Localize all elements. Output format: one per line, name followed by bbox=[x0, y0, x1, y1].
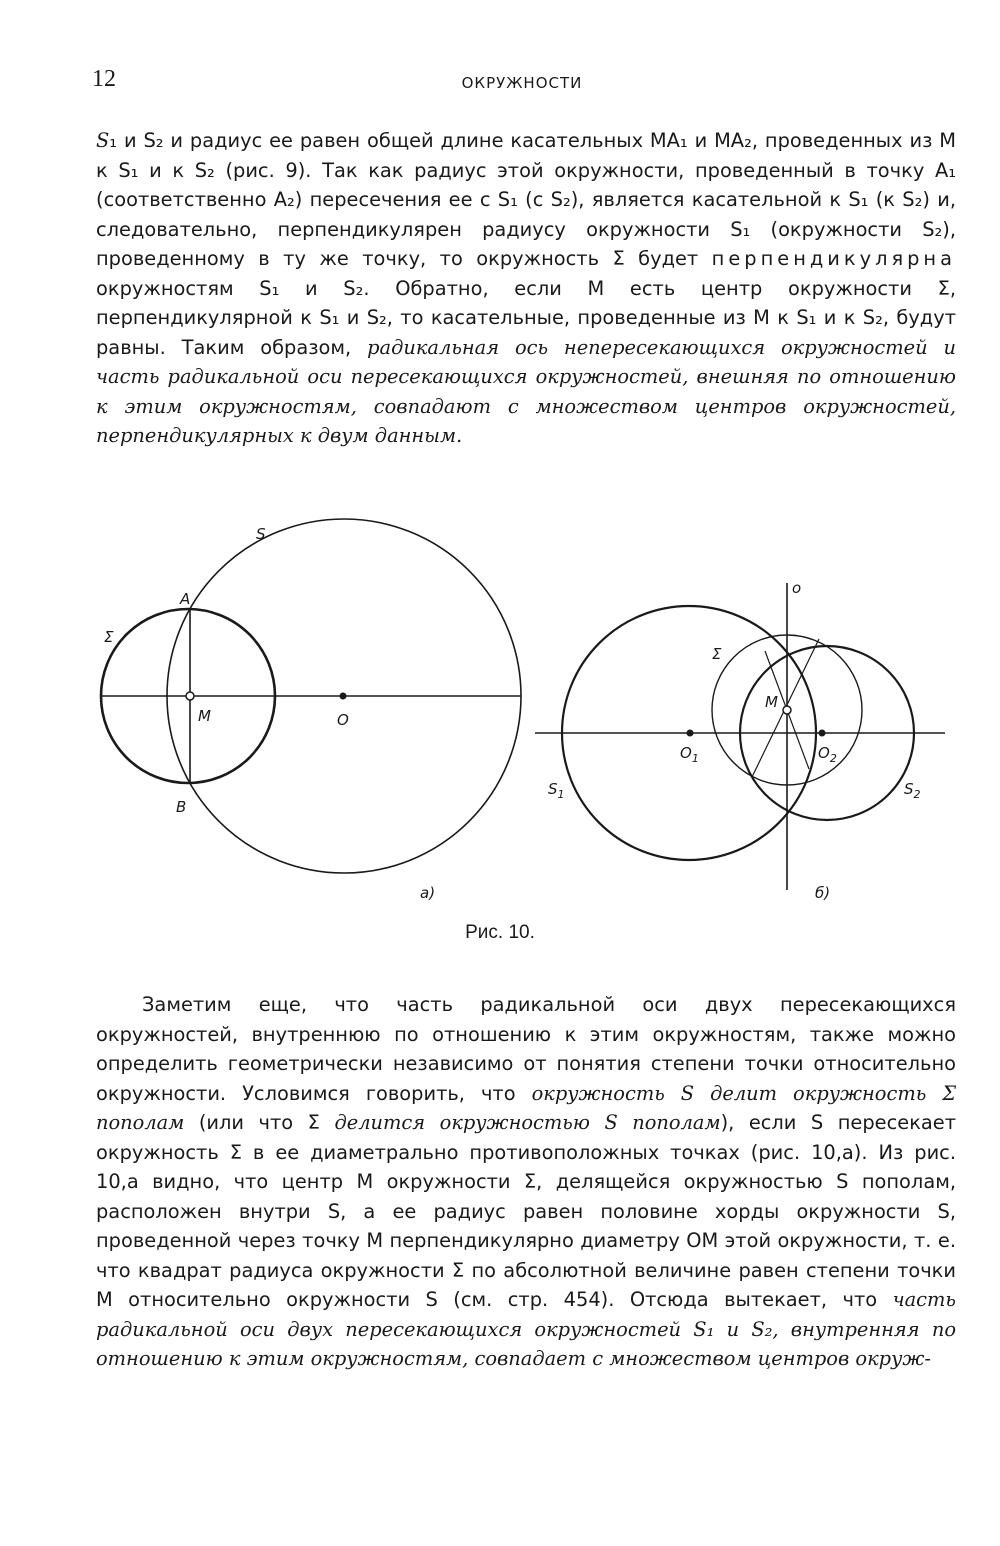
label-b-sub: б) bbox=[815, 884, 831, 902]
label-sigma-b: Σ bbox=[712, 645, 722, 663]
figure-10 bbox=[0, 505, 1000, 925]
paragraph-1 bbox=[96, 126, 956, 451]
paragraph-2-text-a: Заметим еще, что часть радикальной оси двух пересекающихся окружностей, внутреннюю по отношению к этим окружностям, также можно определить геометрически независимо от понятия степени точки относительно окружности. Условимся говорить, что bbox=[96, 993, 956, 1105]
paragraph-2-text-b: (или что Σ bbox=[184, 1111, 335, 1134]
paragraph-1-spaced: перпендикулярна bbox=[711, 247, 956, 270]
paragraph-1-lead: S bbox=[96, 129, 110, 152]
label-a-sub: a) bbox=[420, 884, 436, 902]
paragraph-1-text-b: окружностям S₁ и S₂. Обратно, если M есть центр окружности Σ, перпендикулярной к S₁ и S₂, то касательные, проведенные из M к S₁ и к S₂, будут равны. Таким образом, bbox=[96, 276, 956, 359]
running-title: ОКРУЖНОСТИ bbox=[461, 74, 583, 92]
point-o2 bbox=[819, 730, 826, 737]
paragraph-1-italic: радикальная ось непересекающихся окружностей и часть радикальной оси пересекающихся окружностей, внешняя по отношению к этим окружностям, совпадают с множеством центров окружностей, перпендикулярных к двум данным. bbox=[96, 335, 956, 447]
point-o1 bbox=[687, 730, 694, 737]
label-s: S bbox=[256, 525, 266, 543]
paragraph-2-italic-b: делится окружностью S пополам bbox=[334, 1111, 721, 1134]
paragraph-2 bbox=[96, 990, 956, 1374]
paragraph-2-italic-a: окружность S делит окружность Σ пополам bbox=[96, 1081, 956, 1134]
figure-10-drawing bbox=[0, 505, 1000, 925]
page-number: 12 bbox=[92, 66, 116, 92]
paragraph-2-italic-c: часть радикальной оси двух пересекающихся окружностей S₁ и S₂, внутренняя по отношению к этим окружностям, совпадает с множеством центров окруж- bbox=[96, 1288, 956, 1370]
label-s2: $S_2$ bbox=[904, 780, 921, 801]
label-sigma-a: Σ bbox=[104, 628, 114, 646]
label-o1: $O_1$ bbox=[680, 744, 699, 765]
point-m-a bbox=[186, 692, 194, 700]
figure-caption: Рис. 10. bbox=[465, 922, 535, 943]
label-m-b: M bbox=[765, 693, 778, 711]
label-o-axis: o bbox=[792, 579, 802, 597]
label-a: A bbox=[180, 590, 191, 608]
paragraph-1-text-a: ₁ и S₂ и радиус ее равен общей длине касательных MA₁ и MA₂, проведенных из M к S₁ и к S₂ (рис. 9). Так как радиус этой окружности, проведенный в точку A₁ (соответственно A₂) пересечения ее с S₁ (с S₂), является касательной к S₁ (к S₂) и, следовательно, перпендикулярен радиусу окружности S₁ (окружности S₂), проведенному в ту же точку, то окружность Σ будет bbox=[96, 129, 956, 270]
label-m-a: M bbox=[198, 707, 211, 725]
label-b: B bbox=[176, 798, 187, 816]
point-o bbox=[340, 693, 347, 700]
label-o2: $O_2$ bbox=[818, 744, 837, 765]
paragraph-2-text-c: ), если S пересекает окружность Σ в ее диаметрально противоположных точках (рис. 10,a). Из рис. 10,a видно, что центр M окружности Σ, делящейся окружностью S пополам, расположен внутри S, а ее радиус равен половине хорды окружности S, проведенной через точку M перпендикулярно диаметру OM этой окружности, т. е. что квадрат радиуса окружности Σ по абсолютной величине равен степени точки M относительно окружности S (см. стр. 454). Отсюда вытекает, что bbox=[96, 1111, 957, 1311]
point-m-b bbox=[783, 706, 791, 714]
page-header bbox=[92, 66, 952, 98]
label-o: O bbox=[337, 711, 349, 729]
label-s1: $S_1$ bbox=[548, 780, 565, 801]
